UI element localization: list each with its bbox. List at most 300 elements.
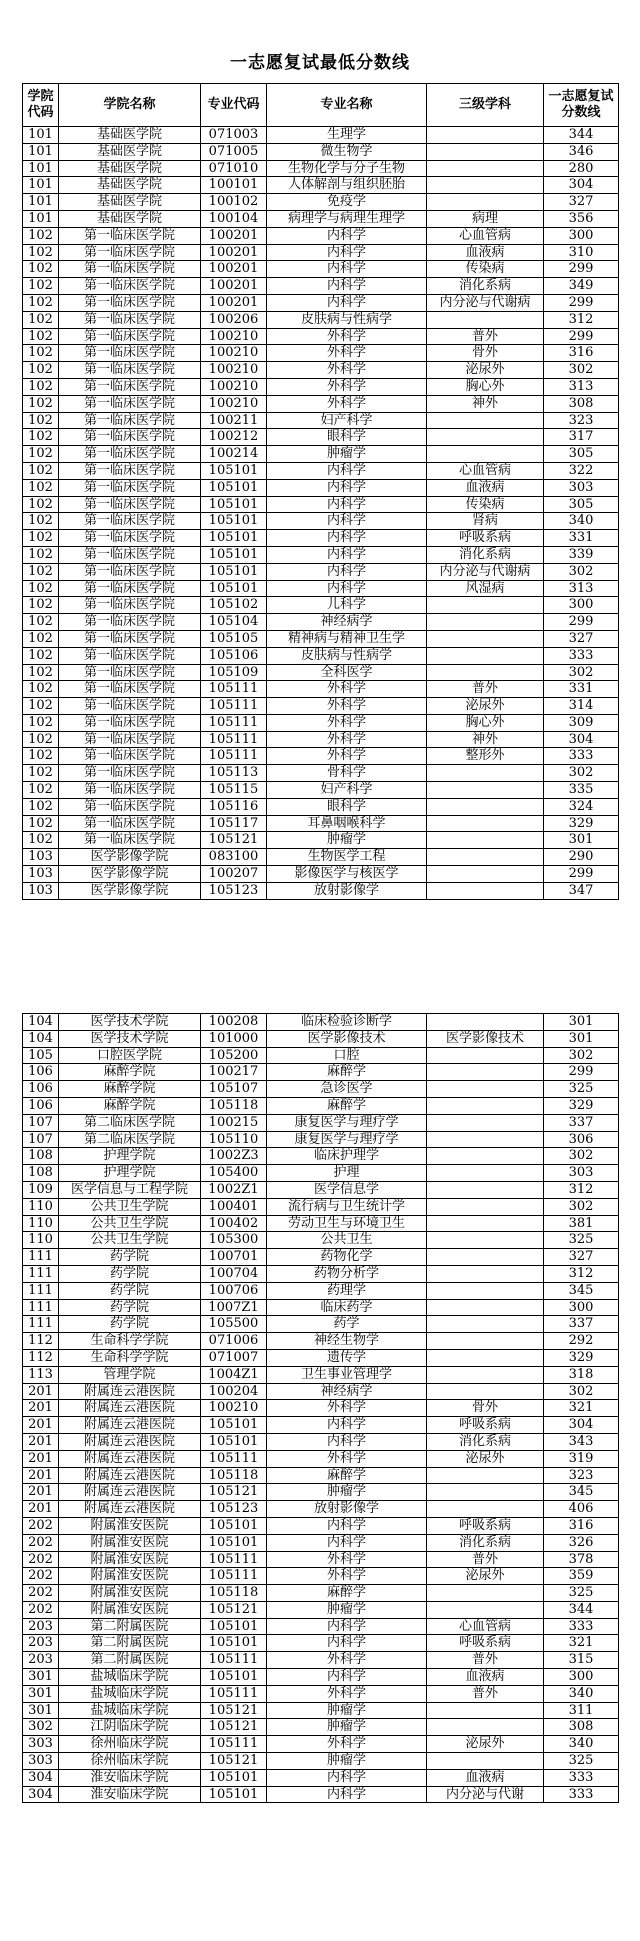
table-row: [23, 1349, 619, 1366]
cell-college-name: 管理学院: [59, 1366, 201, 1383]
cell-cutoff-score: 302: [544, 563, 619, 580]
cell-major-code: 100204: [201, 1383, 267, 1400]
cell-cutoff-score: 325: [544, 1585, 619, 1602]
table-row: [23, 849, 619, 866]
cell-major-name: 内科学: [267, 278, 427, 295]
cell-college-code: 102: [23, 378, 59, 395]
cell-major-code: 105123: [201, 882, 267, 899]
cell-major-name: 生理学: [267, 127, 427, 144]
cell-college-code: 102: [23, 462, 59, 479]
cell-major-code: 100210: [201, 362, 267, 379]
cell-college-name: 医学技术学院: [59, 1014, 201, 1031]
cell-cutoff-score: 381: [544, 1215, 619, 1232]
cell-major-code: 105101: [201, 513, 267, 530]
cell-major-code: 105102: [201, 597, 267, 614]
cell-major-code: 105111: [201, 731, 267, 748]
cell-college-name: 医学信息与工程学院: [59, 1181, 201, 1198]
cell-major-name: 外科学: [267, 1400, 427, 1417]
table-row: [23, 1685, 619, 1702]
cell-cutoff-score: 304: [544, 731, 619, 748]
cell-major-name: 神经病学: [267, 1383, 427, 1400]
cell-subdiscipline: [427, 815, 544, 832]
cell-subdiscipline: 消化系病: [427, 278, 544, 295]
cell-college-name: 第二临床医学院: [59, 1131, 201, 1148]
cell-major-code: 105121: [201, 1753, 267, 1770]
cell-subdiscipline: [427, 1383, 544, 1400]
cell-major-code: 100706: [201, 1282, 267, 1299]
cell-major-name: 护理: [267, 1165, 427, 1182]
cell-subdiscipline: 内分泌与代谢: [427, 1786, 544, 1803]
cell-college-code: 102: [23, 815, 59, 832]
cell-subdiscipline: 呼吸系病: [427, 1517, 544, 1534]
cell-college-code: 102: [23, 580, 59, 597]
cell-college-name: 附属连云港医院: [59, 1417, 201, 1434]
cell-subdiscipline: [427, 866, 544, 883]
cell-college-name: 附属淮安医院: [59, 1585, 201, 1602]
cell-major-name: 麻醉学: [267, 1585, 427, 1602]
cell-subdiscipline: [427, 1585, 544, 1602]
cell-major-code: 105101: [201, 530, 267, 547]
cell-subdiscipline: 病理: [427, 210, 544, 227]
cell-college-name: 基础医学院: [59, 210, 201, 227]
cell-major-name: 外科学: [267, 731, 427, 748]
cell-college-code: 201: [23, 1484, 59, 1501]
cell-cutoff-score: 299: [544, 294, 619, 311]
cell-major-name: 内科学: [267, 479, 427, 496]
cell-major-code: 100104: [201, 210, 267, 227]
table-row: [23, 563, 619, 580]
cell-major-code: 1002Z1: [201, 1181, 267, 1198]
cell-subdiscipline: [427, 1097, 544, 1114]
cell-college-name: 生命科学学院: [59, 1349, 201, 1366]
cell-college-name: 第一临床医学院: [59, 664, 201, 681]
cell-subdiscipline: 泌尿外: [427, 1568, 544, 1585]
cell-major-name: 内科学: [267, 1669, 427, 1686]
cell-subdiscipline: [427, 1232, 544, 1249]
cell-college-name: 药学院: [59, 1282, 201, 1299]
cell-major-code: 105116: [201, 798, 267, 815]
cell-cutoff-score: 327: [544, 630, 619, 647]
cell-cutoff-score: 345: [544, 1282, 619, 1299]
table-row: [23, 1669, 619, 1686]
cell-college-name: 第一临床医学院: [59, 362, 201, 379]
cell-subdiscipline: 骨外: [427, 1400, 544, 1417]
cell-cutoff-score: 325: [544, 1232, 619, 1249]
cell-cutoff-score: 302: [544, 1148, 619, 1165]
cell-college-code: 108: [23, 1148, 59, 1165]
cell-major-name: 公共卫生: [267, 1232, 427, 1249]
cell-cutoff-score: 324: [544, 798, 619, 815]
cell-cutoff-score: 299: [544, 261, 619, 278]
cell-college-code: 113: [23, 1366, 59, 1383]
cell-subdiscipline: [427, 1148, 544, 1165]
cell-major-name: 生物化学与分子生物: [267, 160, 427, 177]
cell-college-code: 102: [23, 530, 59, 547]
cell-subdiscipline: 消化系病: [427, 546, 544, 563]
cell-subdiscipline: 心血管病: [427, 1618, 544, 1635]
cell-major-code: 071010: [201, 160, 267, 177]
cell-subdiscipline: [427, 1719, 544, 1736]
cell-major-code: 105111: [201, 1450, 267, 1467]
cell-college-name: 公共卫生学院: [59, 1215, 201, 1232]
cell-college-code: 102: [23, 496, 59, 513]
table-row: [23, 882, 619, 899]
table-row: [23, 647, 619, 664]
cell-college-name: 第一临床医学院: [59, 244, 201, 261]
cell-college-name: 第二临床医学院: [59, 1114, 201, 1131]
table-body-part-2: [23, 1014, 619, 1803]
cell-major-name: 精神病与精神卫生学: [267, 630, 427, 647]
table-row: [23, 127, 619, 144]
cell-major-name: 遗传学: [267, 1349, 427, 1366]
cell-cutoff-score: 317: [544, 429, 619, 446]
cell-subdiscipline: 血液病: [427, 1769, 544, 1786]
cell-major-code: 105111: [201, 714, 267, 731]
table-row: [23, 1702, 619, 1719]
cell-college-name: 第一临床医学院: [59, 446, 201, 463]
cell-college-code: 102: [23, 328, 59, 345]
cell-cutoff-score: 302: [544, 1383, 619, 1400]
cell-major-name: 神经生物学: [267, 1333, 427, 1350]
table-row: [23, 362, 619, 379]
cell-major-name: 内科学: [267, 261, 427, 278]
cell-major-name: 肿瘤学: [267, 1753, 427, 1770]
cell-subdiscipline: [427, 1702, 544, 1719]
cell-college-name: 附属连云港医院: [59, 1467, 201, 1484]
cell-college-code: 102: [23, 698, 59, 715]
cell-college-code: 102: [23, 597, 59, 614]
cell-subdiscipline: [427, 1215, 544, 1232]
table-header-row: [23, 84, 619, 127]
cell-subdiscipline: 血液病: [427, 479, 544, 496]
cell-subdiscipline: [427, 1467, 544, 1484]
table-row: [23, 278, 619, 295]
cell-cutoff-score: 316: [544, 1517, 619, 1534]
cell-subdiscipline: [427, 194, 544, 211]
cell-college-code: 201: [23, 1501, 59, 1518]
table-row: [23, 580, 619, 597]
cell-major-name: 外科学: [267, 748, 427, 765]
cell-college-code: 303: [23, 1736, 59, 1753]
cell-subdiscipline: 传染病: [427, 496, 544, 513]
cell-cutoff-score: 306: [544, 1131, 619, 1148]
cell-cutoff-score: 302: [544, 1198, 619, 1215]
cell-major-code: 105400: [201, 1165, 267, 1182]
cell-major-name: 内科学: [267, 513, 427, 530]
cell-major-code: 105109: [201, 664, 267, 681]
cell-major-name: 麻醉学: [267, 1097, 427, 1114]
cell-cutoff-score: 301: [544, 832, 619, 849]
cell-major-name: 眼科学: [267, 798, 427, 815]
cell-college-name: 附属连云港医院: [59, 1501, 201, 1518]
cell-subdiscipline: 传染病: [427, 261, 544, 278]
cell-major-name: 内科学: [267, 1433, 427, 1450]
cell-subdiscipline: [427, 127, 544, 144]
table-body-part-1: [23, 127, 619, 900]
cell-major-name: 内科学: [267, 546, 427, 563]
cell-cutoff-score: 327: [544, 1249, 619, 1266]
cell-cutoff-score: 299: [544, 1064, 619, 1081]
table-row: [23, 1534, 619, 1551]
table-row: [23, 1501, 619, 1518]
table-row: [23, 1450, 619, 1467]
cell-college-code: 203: [23, 1635, 59, 1652]
cell-college-name: 第一临床医学院: [59, 832, 201, 849]
table-row: [23, 1736, 619, 1753]
cell-college-code: 202: [23, 1517, 59, 1534]
cell-subdiscipline: [427, 1366, 544, 1383]
cell-major-name: 外科学: [267, 714, 427, 731]
cell-major-code: 105101: [201, 1517, 267, 1534]
table-row: [23, 1232, 619, 1249]
cell-college-name: 盐城临床学院: [59, 1702, 201, 1719]
table-row: [23, 1215, 619, 1232]
cell-major-code: 105104: [201, 614, 267, 631]
header-college-name: 学院名称: [59, 84, 201, 127]
table-row: [23, 1786, 619, 1803]
cell-major-code: 105111: [201, 748, 267, 765]
cell-college-code: 103: [23, 849, 59, 866]
cell-major-code: 105200: [201, 1047, 267, 1064]
cell-major-code: 105101: [201, 1618, 267, 1635]
cell-subdiscipline: [427, 311, 544, 328]
cell-college-code: 107: [23, 1114, 59, 1131]
cell-subdiscipline: 呼吸系病: [427, 530, 544, 547]
cell-subdiscipline: 整形外: [427, 748, 544, 765]
cell-major-code: 100210: [201, 378, 267, 395]
cell-major-name: 内科学: [267, 1517, 427, 1534]
cell-college-code: 102: [23, 832, 59, 849]
cell-college-name: 口腔医学院: [59, 1047, 201, 1064]
cell-college-code: 102: [23, 563, 59, 580]
table-row: [23, 210, 619, 227]
cell-major-name: 康复医学与理疗学: [267, 1131, 427, 1148]
header-major-code: 专业代码: [201, 84, 267, 127]
cell-cutoff-score: 301: [544, 1014, 619, 1031]
cell-cutoff-score: 346: [544, 143, 619, 160]
cell-cutoff-score: 304: [544, 1417, 619, 1434]
cell-subdiscipline: [427, 1282, 544, 1299]
cell-major-code: 105101: [201, 546, 267, 563]
cell-college-name: 第一临床医学院: [59, 378, 201, 395]
cell-college-name: 盐城临床学院: [59, 1669, 201, 1686]
cell-college-code: 102: [23, 782, 59, 799]
cell-subdiscipline: [427, 614, 544, 631]
table-row: [23, 1165, 619, 1182]
cell-college-name: 第二附属医院: [59, 1635, 201, 1652]
cell-college-code: 112: [23, 1349, 59, 1366]
cell-major-code: 100211: [201, 412, 267, 429]
cell-college-name: 生命科学学院: [59, 1333, 201, 1350]
cell-cutoff-score: 333: [544, 1618, 619, 1635]
cell-college-code: 101: [23, 210, 59, 227]
cell-college-name: 第一临床医学院: [59, 429, 201, 446]
cell-major-code: 100101: [201, 177, 267, 194]
cell-subdiscipline: [427, 1333, 544, 1350]
table-row: [23, 1249, 619, 1266]
cell-cutoff-score: 345: [544, 1484, 619, 1501]
cell-college-name: 第一临床医学院: [59, 647, 201, 664]
cell-major-code: 100214: [201, 446, 267, 463]
cell-major-code: 105111: [201, 1685, 267, 1702]
cell-cutoff-score: 302: [544, 664, 619, 681]
cell-college-code: 202: [23, 1534, 59, 1551]
cell-major-name: 外科学: [267, 395, 427, 412]
cell-cutoff-score: 312: [544, 1181, 619, 1198]
cell-major-name: 外科学: [267, 1551, 427, 1568]
cell-college-code: 102: [23, 227, 59, 244]
cell-major-code: 083100: [201, 849, 267, 866]
cell-major-code: 105121: [201, 832, 267, 849]
cell-major-name: 内科学: [267, 496, 427, 513]
cell-subdiscipline: [427, 630, 544, 647]
cell-major-code: 101000: [201, 1030, 267, 1047]
cell-subdiscipline: 骨外: [427, 345, 544, 362]
cell-major-name: 外科学: [267, 681, 427, 698]
cell-cutoff-score: 340: [544, 513, 619, 530]
cell-college-code: 110: [23, 1198, 59, 1215]
cell-major-name: 内科学: [267, 1635, 427, 1652]
cell-cutoff-score: 300: [544, 1299, 619, 1316]
cell-college-code: 111: [23, 1316, 59, 1333]
cell-college-code: 101: [23, 160, 59, 177]
cell-cutoff-score: 329: [544, 1349, 619, 1366]
cell-subdiscipline: [427, 765, 544, 782]
cell-major-name: 药学: [267, 1316, 427, 1333]
cell-major-code: 105101: [201, 1534, 267, 1551]
cell-major-name: 医学影像技术: [267, 1030, 427, 1047]
cell-cutoff-score: 312: [544, 1265, 619, 1282]
cell-subdiscipline: [427, 1484, 544, 1501]
cell-college-name: 麻醉学院: [59, 1097, 201, 1114]
cell-major-name: 神经病学: [267, 614, 427, 631]
cell-subdiscipline: [427, 849, 544, 866]
cell-cutoff-score: 321: [544, 1635, 619, 1652]
cell-major-name: 外科学: [267, 362, 427, 379]
table-row: [23, 748, 619, 765]
cell-college-name: 第一临床医学院: [59, 513, 201, 530]
cell-subdiscipline: 泌尿外: [427, 1736, 544, 1753]
cell-college-name: 第一临床医学院: [59, 395, 201, 412]
cell-major-code: 105500: [201, 1316, 267, 1333]
cell-major-name: 外科学: [267, 1685, 427, 1702]
cell-cutoff-score: 329: [544, 815, 619, 832]
cell-subdiscipline: [427, 647, 544, 664]
table-row: [23, 1131, 619, 1148]
cell-college-name: 第一临床医学院: [59, 614, 201, 631]
cell-major-code: 105101: [201, 1417, 267, 1434]
table-row: [23, 530, 619, 547]
cell-college-code: 102: [23, 798, 59, 815]
cell-college-name: 第一临床医学院: [59, 714, 201, 731]
cell-major-name: 影像医学与核医学: [267, 866, 427, 883]
table-row: [23, 1181, 619, 1198]
cell-college-name: 第一临床医学院: [59, 462, 201, 479]
cell-college-code: 102: [23, 446, 59, 463]
cell-cutoff-score: 359: [544, 1568, 619, 1585]
table-row: [23, 194, 619, 211]
cell-college-code: 104: [23, 1030, 59, 1047]
cell-cutoff-score: 326: [544, 1534, 619, 1551]
score-table-part-2: [22, 1013, 619, 1803]
cell-major-name: 皮肤病与性病学: [267, 311, 427, 328]
cell-major-code: 105111: [201, 1652, 267, 1669]
table-row: [23, 429, 619, 446]
table-row: [23, 513, 619, 530]
cell-major-code: 105101: [201, 1769, 267, 1786]
cell-college-code: 110: [23, 1232, 59, 1249]
cell-major-code: 100704: [201, 1265, 267, 1282]
cell-major-code: 105111: [201, 1568, 267, 1585]
cell-major-code: 105106: [201, 647, 267, 664]
cell-cutoff-score: 308: [544, 1719, 619, 1736]
cell-college-code: 102: [23, 294, 59, 311]
cell-college-code: 101: [23, 194, 59, 211]
cell-cutoff-score: 337: [544, 1316, 619, 1333]
cell-cutoff-score: 302: [544, 362, 619, 379]
cell-subdiscipline: [427, 1501, 544, 1518]
cell-cutoff-score: 300: [544, 597, 619, 614]
cell-major-name: 药物分析学: [267, 1265, 427, 1282]
cell-major-name: 肿瘤学: [267, 446, 427, 463]
cell-major-code: 071005: [201, 143, 267, 160]
cell-subdiscipline: [427, 1249, 544, 1266]
cell-major-code: 105113: [201, 765, 267, 782]
cell-college-code: 102: [23, 647, 59, 664]
cell-major-name: 肿瘤学: [267, 832, 427, 849]
cell-college-code: 101: [23, 177, 59, 194]
cell-college-code: 102: [23, 546, 59, 563]
cell-cutoff-score: 319: [544, 1450, 619, 1467]
cell-major-code: 105118: [201, 1097, 267, 1114]
cell-cutoff-score: 349: [544, 278, 619, 295]
header-cutoff-score: 一志愿复试分数线: [544, 84, 619, 127]
cell-cutoff-score: 344: [544, 127, 619, 144]
cell-college-code: 106: [23, 1097, 59, 1114]
cell-subdiscipline: [427, 832, 544, 849]
cell-major-name: 内科学: [267, 563, 427, 580]
cell-college-name: 公共卫生学院: [59, 1232, 201, 1249]
cell-college-code: 102: [23, 479, 59, 496]
cell-cutoff-score: 315: [544, 1652, 619, 1669]
cell-college-name: 第一临床医学院: [59, 698, 201, 715]
cell-college-code: 110: [23, 1215, 59, 1232]
table-row: [23, 294, 619, 311]
cell-college-name: 医学影像学院: [59, 849, 201, 866]
cell-major-name: 放射影像学: [267, 1501, 427, 1518]
table-row: [23, 1400, 619, 1417]
table-row: [23, 1517, 619, 1534]
cell-college-name: 第一临床医学院: [59, 782, 201, 799]
cell-major-name: 外科学: [267, 1736, 427, 1753]
cell-major-name: 临床药学: [267, 1299, 427, 1316]
cell-major-name: 内科学: [267, 1417, 427, 1434]
cell-college-name: 第一临床医学院: [59, 261, 201, 278]
table-row: [23, 1551, 619, 1568]
cell-cutoff-score: 347: [544, 882, 619, 899]
table-row: [23, 261, 619, 278]
cell-subdiscipline: 普外: [427, 681, 544, 698]
table-row: [23, 479, 619, 496]
cell-major-code: 100102: [201, 194, 267, 211]
cell-major-name: 康复医学与理疗学: [267, 1114, 427, 1131]
cell-cutoff-score: 329: [544, 1097, 619, 1114]
cell-college-code: 201: [23, 1383, 59, 1400]
cell-major-name: 全科医学: [267, 664, 427, 681]
table-row: [23, 227, 619, 244]
cell-major-code: 105118: [201, 1467, 267, 1484]
cell-college-name: 附属连云港医院: [59, 1433, 201, 1450]
